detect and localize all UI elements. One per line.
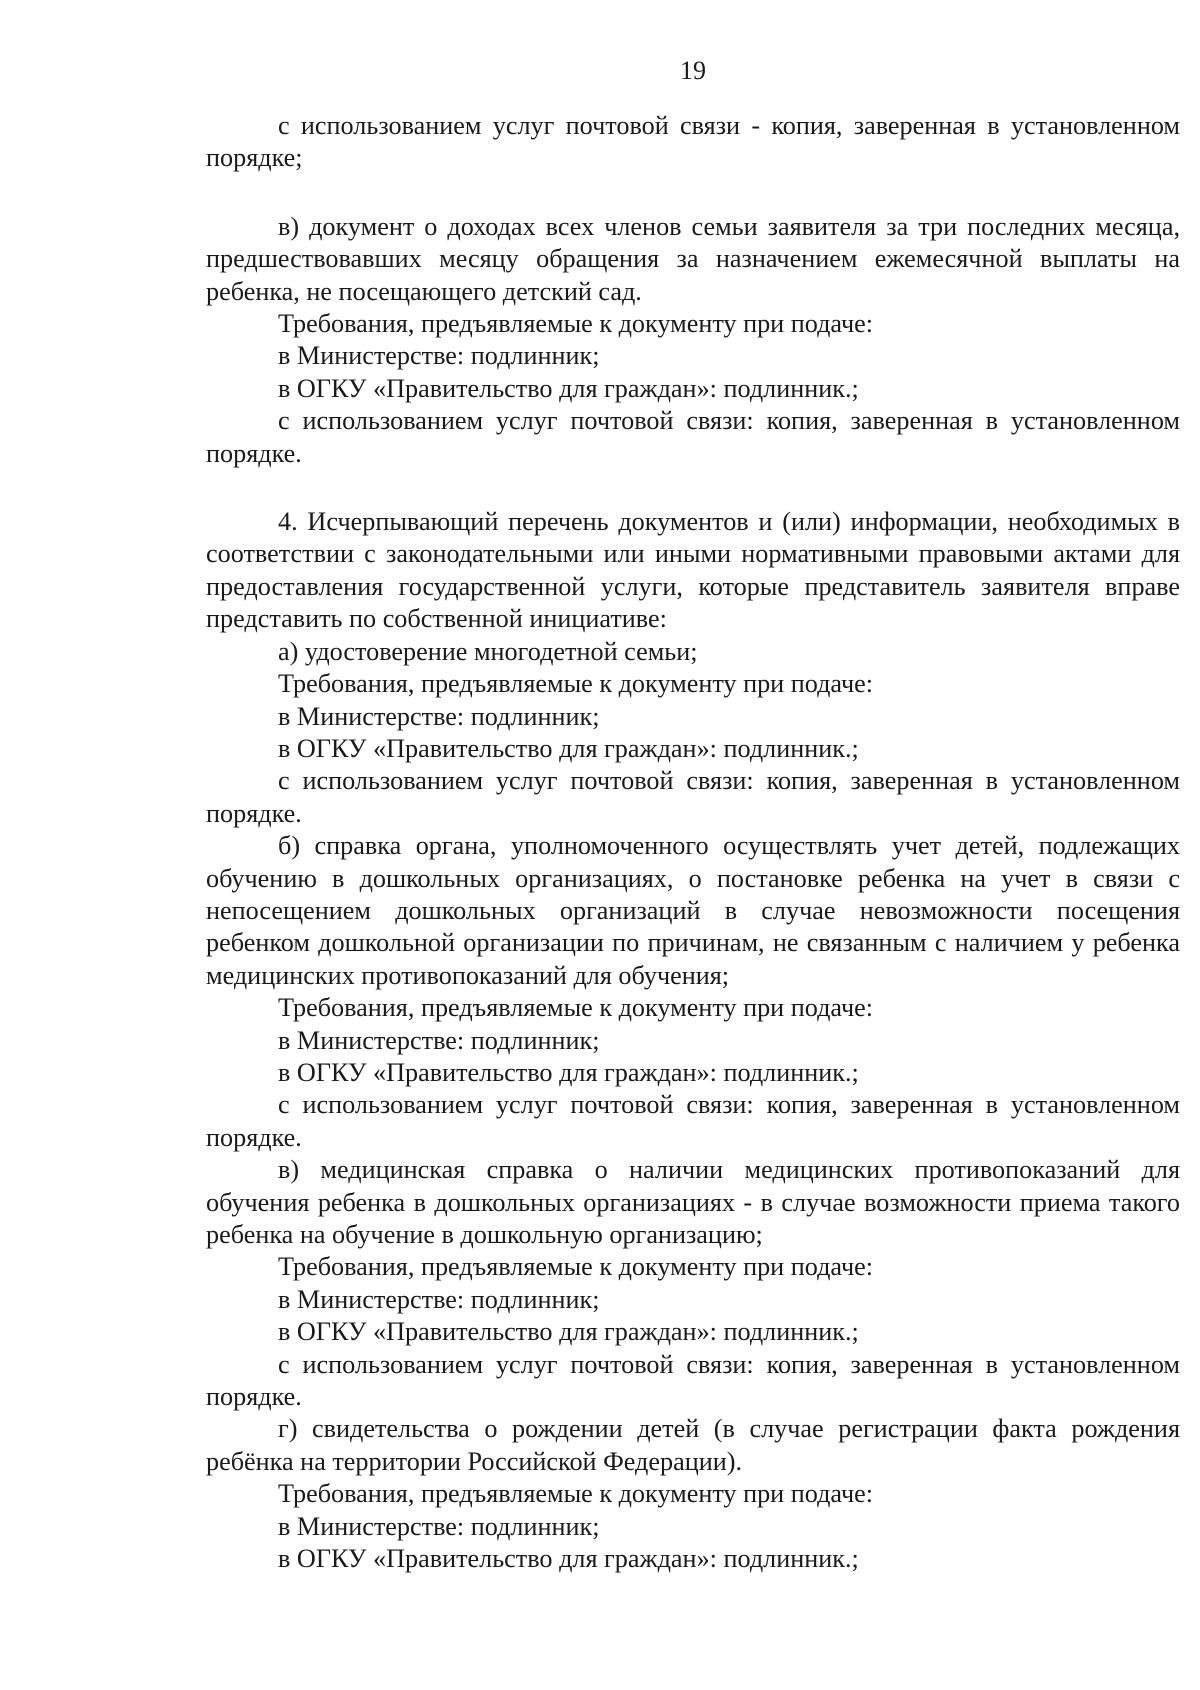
paragraph: Требования, предъявляемые к документу при подаче: [278,1252,874,1282]
paragraph: Требования, предъявляемые к документу при подаче: [278,669,874,699]
paragraph: в Министерстве: подлинник; [278,701,600,731]
paragraph-spacer [206,175,1180,211]
paragraph: с использованием услуг почтовой связи: копия, заверенная в установленном порядке. [206,406,1180,468]
paragraph: с использованием услуг почтовой связи: копия, заверенная в установленном порядке. [206,1090,1180,1152]
document-body [206,110,1180,1575]
paragraph: в ОГКУ «Правительство для граждан»: подлинник.; [278,1057,859,1087]
paragraph: в ОГКУ «Правительство для граждан»: подлинник.; [278,1544,859,1574]
paragraph: Требования, предъявляемые к документу при подаче: [278,1479,874,1509]
paragraph: Требования, предъявляемые к документу при подаче: [278,309,874,339]
paragraph: в ОГКУ «Правительство для граждан»: подлинник.; [278,733,859,763]
paragraph: в Министерстве: подлинник; [278,341,600,371]
paragraph: с использованием услуг почтовой связи: копия, заверенная в установленном порядке. [206,766,1180,828]
paragraph: в Министерстве: подлинник; [278,1025,600,1055]
document-page [206,0,1180,1690]
paragraph: в) медицинская справка о наличии медицинских противопоказаний для обучения ребенка в дошкольных организациях - в случае возможности приема такого ребенка на обучение в дошкольную организацию; [206,1155,1180,1249]
paragraph: в ОГКУ «Правительство для граждан»: подлинник.; [278,373,859,403]
paragraph: в ОГКУ «Правительство для граждан»: подлинник.; [278,1317,859,1347]
paragraph: а) удостоверение многодетной семьи; [278,636,698,666]
paragraph: 4. Исчерпывающий перечень документов и (или) информации, необходимых в соответствии с законодательными или иными нормативными правовыми актами для предоставления государственной услуги, которые представитель заявителя вправе представить по собственной инициативе: [206,507,1180,634]
paragraph: б) справка органа, уполномоченного осуществлять учет детей, подлежащих обучению в дошкольных организациях, о постановке ребенка на учет в связи с непосещением дошкольных организаций в случае невозможности посещения ребенком дошкольной организации по причинам, не связанным с наличием у ребенка медицинских противопоказаний для обучения; [206,831,1180,990]
paragraph: в) документ о доходах всех членов семьи заявителя за три последних месяца, предшествовавших месяцу обращения за назначением ежемесячной выплаты на ребенка, не посещающего детский сад. [206,211,1180,306]
paragraph: с использованием услуг почтовой связи: копия, заверенная в установленном порядке. [206,1349,1180,1412]
page-number: 19 [680,56,706,85]
paragraph: Требования, предъявляемые к документу при подаче: [278,993,874,1023]
paragraph: в Министерстве: подлинник; [278,1511,600,1541]
paragraph: г) свидетельства о рождении детей (в случае регистрации факта рождения ребёнка на территории Российской Федерации). [206,1414,1180,1476]
paragraph: с использованием услуг почтовой связи - копия, заверенная в установленном порядке; [206,111,1180,173]
paragraph: в Министерстве: подлинник; [278,1284,600,1314]
paragraph-spacer [206,470,1180,506]
